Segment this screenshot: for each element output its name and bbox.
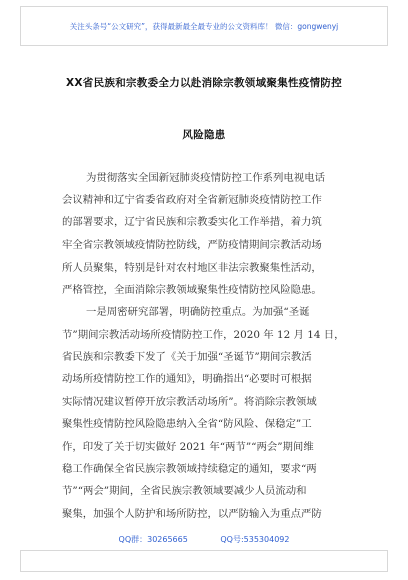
paragraph-line: 省民族和宗教委下发了《关于加强“圣诞节”期间宗教活 xyxy=(62,351,312,363)
paragraph-line: 实际情况建议暂停开放宗教活动场所”。将消除宗教领域 xyxy=(62,396,317,408)
paragraph-line: 节”“两会”期间，全省民族宗教领域要减少人员流动和 xyxy=(62,485,307,497)
footer-contacts xyxy=(0,534,408,545)
document-title: XX省民族和宗教委全力以赴消除宗教领域聚集性疫情防控 xyxy=(66,77,342,89)
paragraph-line: 牢全省宗教领域疫情防控防线，严防疫情期间宗教活动场 xyxy=(62,239,322,251)
footer-frame xyxy=(20,550,388,572)
document-title-continued: 风险隐患 xyxy=(182,129,226,141)
paragraph-line: 会议精神和辽宁省委省政府对全省新冠肺炎疫情防控工作 xyxy=(62,194,322,206)
paragraph-line: 一是周密研究部署，明确防控重点。为加强“圣诞 xyxy=(86,306,310,318)
header-banner: 关注头条号“公文研究”，获得最新最全最专业的公文资料库！ 微信：gongwenyj xyxy=(69,22,339,31)
footer-qq-number: QQ号:535304092 xyxy=(220,535,290,544)
paragraph-line: 动场所疫情防控工作的通知》，明确指出“必要时可根据 xyxy=(62,373,312,385)
paragraph-line: 所人员聚集，特别是针对农村地区非法宗教聚集性活动， xyxy=(62,262,322,274)
paragraph-line: 稳工作确保全省民族宗教领域持续稳定的通知，要求“两 xyxy=(62,463,317,475)
paragraph-line: 作，印发了关于切实做好 2021 年“两节”“两会”期间维 xyxy=(62,441,314,453)
paragraph-line: 的部署要求，辽宁省民族和宗教委实化工作举措，着力筑 xyxy=(62,216,322,228)
paragraph-line: 节”期间宗教活动场所疫情防控工作，2020 年 12 月 14 日， xyxy=(62,329,345,341)
paragraph-line: 聚集，加强个人防护和场所防控，以严防输入为重点严防 xyxy=(62,508,322,520)
paragraph-line: 为贯彻落实全国新冠肺炎疫情防控工作系列电视电话 xyxy=(86,172,325,184)
paragraph-line: 聚集性疫情防控风险隐患纳入全省“防风险、保稳定”工 xyxy=(62,418,312,430)
paragraph-line: 严格管控，全面消除宗教领域聚集性疫情防控风险隐患。 xyxy=(62,284,322,296)
footer-qq-group: QQ群：30265665 xyxy=(118,535,188,544)
